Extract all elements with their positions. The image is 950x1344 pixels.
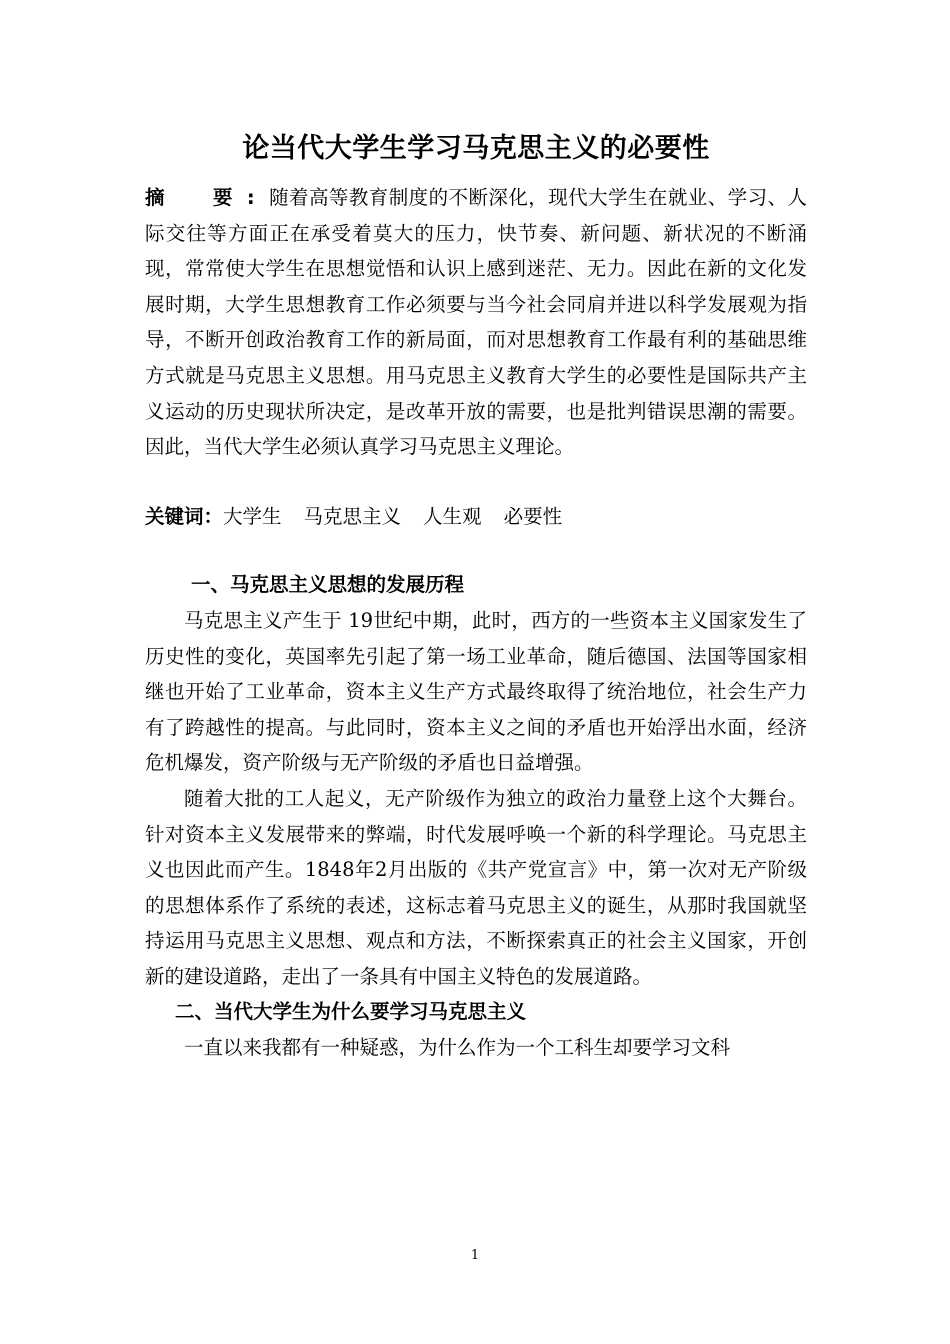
keyword-item: 大学生 [223,504,282,528]
abstract-paragraph [145,180,807,465]
document-body [145,128,807,1066]
section-1-paragraph-1: 马克思主义产生于 19世纪中期，此时，西方的一些资本主义国家发生了历史性的变化，英国率先引起了第一场工业革命，随后德国、法国等国家相继也开始了工业革命，资本主义生产方式最终取得了统治地位，社会生产力有了跨越性的提高。与此同时，资本主义之间的矛盾也开始浮出水面，经济危机爆发，资产阶级与无产阶级的矛盾也日益增强。 [145,608,807,775]
page-number: 1 [470,1248,480,1263]
keyword-item: 人生观 [423,504,482,528]
section-heading-1: 一、马克思主义思想的发展历程 [191,573,465,597]
keyword-item: 必要性 [503,504,563,528]
keywords-label: 关键词： [145,504,224,528]
document-title: 论当代大学生学习马克思主义的必要性 [242,133,710,164]
keywords-line [145,499,807,535]
section-heading-2: 二、当代大学生为什么要学习马克思主义 [175,1000,527,1024]
section-2-paragraph-1: 一直以来我都有一种疑惑，为什么作为一个工科生却要学习文科 [184,1036,731,1060]
abstract-label: 摘 要: [145,186,269,209]
abstract-text: 随着高等教育制度的不断深化，现代大学生在就业、学习、人际交往等方面正在承受着莫大的压力，快节奏、新问题、新状况的不断涌现，常常使大学生在思想觉悟和认识上感到迷茫、无力。因此在新的文化发展时期，大学生思想教育工作必须要与当今社会同肩并进以科学发展观为指导，不断开创政治教育工作的新局面，而对思想教育工作最有利的基础思维方式就是马克思主义思想。用马克思主义教育大学生的必要性是国际共产主义运动的历史现状所决定，是改革开放的需要，也是批判错误思潮的需要。因此，当代大学生必须认真学习马克思主义理论。 [145,186,807,459]
section-1-paragraph-2: 随着大批的工人起义，无产阶级作为独立的政治力量登上这个大舞台。针对资本主义发展带来的弊端，时代发展呼唤一个新的科学理论。马克思主义也因此而产生。1848年2月出版的《共产党宣言》中，第一次对无产阶级的思想体系作了系统的表述，这标志着马克思主义的诞生，从那时我国就坚持运用马克思主义思想、观点和方法，不断探索真正的社会主义国家，开创新的建设道路，走出了一条具有中国主义特色的发展道路。 [145,786,807,988]
keyword-item: 马克思主义 [303,504,402,528]
